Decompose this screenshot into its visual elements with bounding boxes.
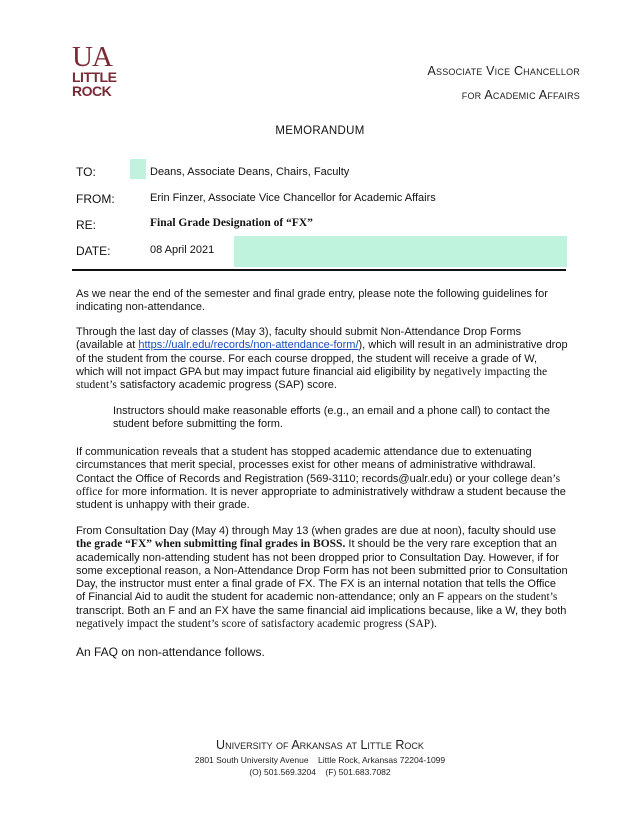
date-label: DATE: [76,244,111,258]
footer-phones: (O) 501.569.3204 (F) 501.683.7082 [249,767,391,777]
memo-title: MEMORANDUM [275,125,365,137]
paragraph-intro: As we near the end of the semester and final grade entry, please note the following guidelines for indicating non-attendance. [76,288,548,314]
p2-text-b: ), which will result in an administrative drop of the student from the course. For each course dropped, the student will receive a grade of W, which will not impact GPA but may impact future financial aid eligibility by [76,339,568,378]
logo-little: LITTLE [72,69,117,85]
p5-text-a: From Consultation Day (May 4) through May 13 (when grades are due at noon), faculty should use [76,525,556,537]
to-value: Deans, Associate Deans, Chairs, Faculty [150,166,350,178]
non-attendance-form-link[interactable]: https://ualr.edu/records/non-attendance-form/ [138,339,359,352]
paragraph-drop-forms [76,326,568,392]
footer-address: 2801 South University Avenue Little Rock, Arkansas 72204-1099 [194,755,446,765]
p2-text-c: negatively impacting the student’s [76,365,548,392]
to-highlight [130,159,146,179]
from-label: FROM: [76,192,115,206]
office-title-line2: for Academic Affairs [461,88,580,102]
date-highlight [234,236,567,267]
p2-text-d: satisfactory academic progress (SAP) score. [116,379,337,392]
footer-university: University of Arkansas at Little Rock [216,738,424,752]
re-value: Final Grade Designation of “FX” [150,217,313,229]
paragraph-consultation-day [76,525,568,631]
p4-text-c: more information. It is never appropriate to administratively withdraw a student because the student is unhappy with their grade. [76,485,566,512]
p5-text-e: negatively impact the student’s score of satisfactory academic progress (SAP). [76,618,437,631]
p5-text-b: It should be the very rare exception that an academically non-attending student has not been dropped prior to Consultation Day. However, if for some exceptional reason, a Non-Attendance Drop Form has not been submitted prior to Consultation Day, the instructor must enter a final grade of FX. The FX is an internal notation that tells the Office of Financial Aid to audit the student for academic non-attendance; only an F [76,538,568,604]
p4-text-b: dean’s office for [76,472,561,498]
re-label: RE: [76,218,97,232]
p4-text-a: If communication reveals that a student has stopped academic attendance due to extenuating circumstances that merit special, processes exist for other means of administrative withdrawal. Contact the Office of Records and Registration (569-3110; records@ualr.edu) or your college [76,446,536,485]
header-rule [72,269,566,271]
to-label: TO: [76,165,96,179]
p5-text-bold: the grade “FX” when submitting final grades in BOSS. [76,538,346,551]
date-value: 08 April 2021 [150,244,215,256]
p5-text-d: transcript. Both an F and an FX have the same financial aid implications because, like a W, they both [76,604,567,617]
ualr-logo [72,41,124,104]
p5-text-c: appears on the student’s [447,591,558,604]
paragraph-instructors: Instructors should make reasonable efforts (e.g., an email and a phone call) to contact the student before submitting the form. [113,405,550,431]
logo-rock: ROCK [72,83,112,99]
logo-ua: UA [72,41,112,73]
from-value: Erin Finzer, Associate Vice Chancellor for Academic Affairs [150,192,436,204]
paragraph-faq: An FAQ on non-attendance follows. [76,645,265,659]
paragraph-communication [76,446,568,512]
office-title-line1: Associate Vice Chancellor [427,64,580,78]
p2-text-a: Through the last day of classes (May 3), faculty should submit Non-Attendance Drop Forms (available at [76,326,522,352]
